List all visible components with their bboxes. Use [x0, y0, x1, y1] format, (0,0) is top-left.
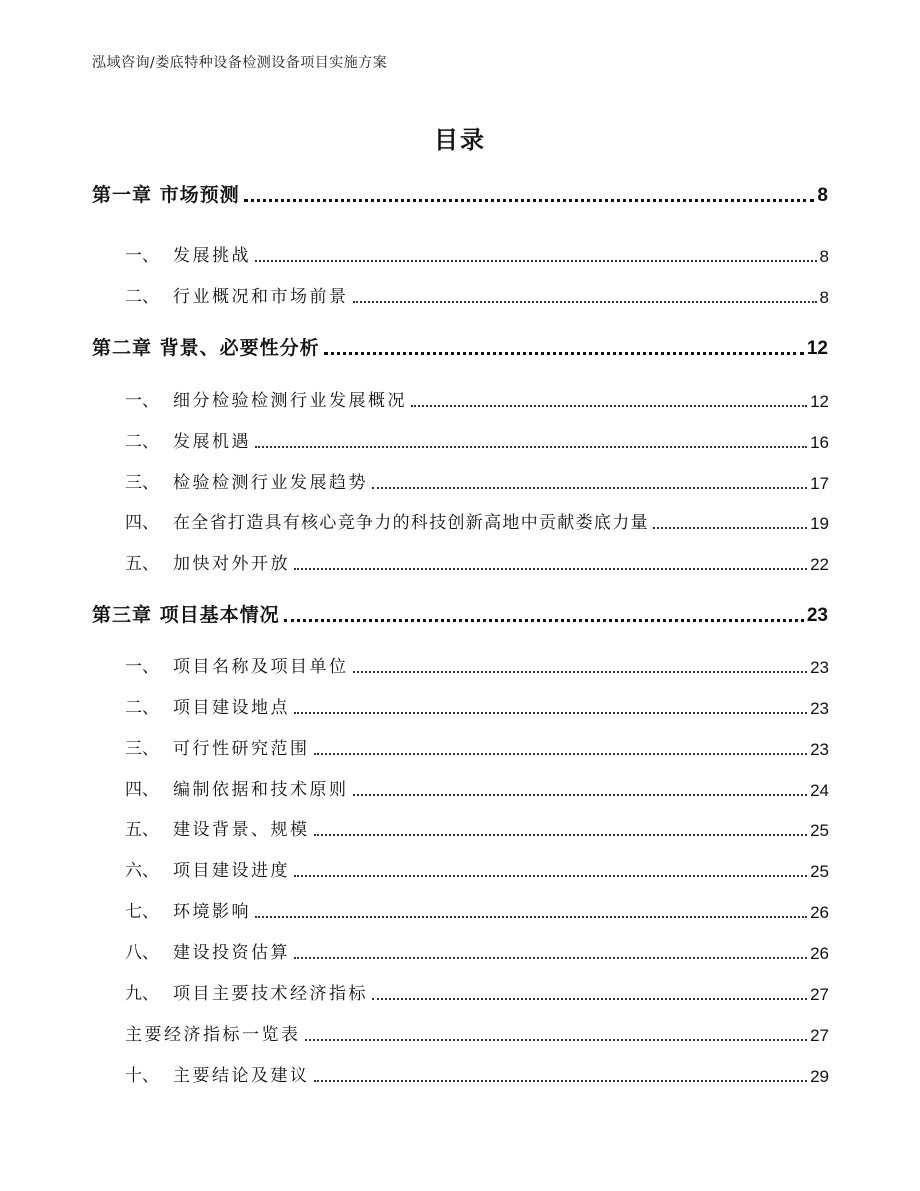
- toc-leader-dots: [255, 916, 807, 918]
- toc-entry-number: 一、: [125, 657, 159, 677]
- toc-leader-dots: [372, 998, 807, 1000]
- toc-page-number: 23: [806, 605, 828, 626]
- toc-leader-dots: [372, 487, 807, 489]
- toc-section-3-4[interactable]: [125, 782, 829, 799]
- toc-chapter-2[interactable]: [92, 339, 828, 358]
- toc-entry-label: 第一章 市场预测: [92, 184, 240, 206]
- toc-entry-label: 细分检验检测行业发展概况: [173, 391, 407, 411]
- toc-section-2-2[interactable]: [125, 434, 829, 451]
- toc-entry-label: 编制依据和技术原则: [173, 780, 349, 800]
- toc-section-1-2[interactable]: [125, 289, 829, 306]
- toc-page-number: 8: [819, 247, 829, 266]
- toc-leader-dots: [294, 875, 807, 877]
- document-header: 泓域咨询/娄底特种设备检测设备项目实施方案: [92, 55, 388, 71]
- toc-leader-dots: [653, 527, 807, 529]
- toc-section-2-1[interactable]: [125, 393, 829, 410]
- toc-page-number: 29: [810, 1067, 829, 1086]
- toc-leader-dots: [324, 352, 804, 355]
- toc-entry-label: 主要经济指标一览表: [125, 1025, 301, 1045]
- toc-section-3-10[interactable]: [125, 1068, 829, 1085]
- toc-page-number: 25: [810, 862, 829, 881]
- toc-entry-number: 二、: [125, 698, 159, 718]
- toc-entry-label: 行业概况和市场前景: [173, 287, 349, 307]
- toc-entry-number: 四、: [125, 780, 159, 800]
- toc-section-2-5[interactable]: [125, 556, 829, 573]
- toc-leader-dots: [244, 199, 815, 202]
- toc-page-number: 12: [806, 338, 828, 359]
- toc-leader-dots: [314, 1080, 808, 1082]
- toc-page-number: 23: [810, 658, 829, 677]
- toc-page-number: 23: [810, 740, 829, 759]
- toc-page-number: 19: [810, 514, 829, 533]
- toc-section-3-8[interactable]: [125, 945, 829, 962]
- toc-entry-number: 七、: [125, 902, 159, 922]
- toc-entry-number: 六、: [125, 861, 159, 881]
- toc-entry-number: 三、: [125, 739, 159, 759]
- toc-section-3-1[interactable]: [125, 659, 829, 676]
- toc-entry-number: 四、: [125, 513, 159, 533]
- toc-section-1-1[interactable]: [125, 248, 829, 265]
- toc-entry-number: 二、: [125, 287, 159, 307]
- toc-page-number: 17: [810, 474, 829, 493]
- toc-page-number: 25: [810, 821, 829, 840]
- toc-entry-label: 发展机遇: [173, 432, 251, 452]
- toc-section-3-5[interactable]: [125, 822, 829, 839]
- toc-entry-number: 十、: [125, 1066, 159, 1086]
- toc-leader-dots: [255, 260, 817, 262]
- toc-leader-dots: [294, 568, 807, 570]
- toc-entry-label: 环境影响: [173, 902, 251, 922]
- toc-entry-label: 第二章 背景、必要性分析: [92, 337, 320, 359]
- toc-page-number: 23: [810, 699, 829, 718]
- toc-title: 目录: [434, 126, 486, 154]
- toc-section-2-3[interactable]: [125, 475, 829, 492]
- toc-leader-dots: [353, 671, 808, 673]
- toc-page-number: 24: [810, 781, 829, 800]
- toc-section-2-4[interactable]: [125, 515, 829, 532]
- toc-entry-label: 建设背景、规模: [173, 820, 310, 840]
- toc-entry-label: 加快对外开放: [173, 554, 290, 574]
- toc-leader-dots: [411, 405, 807, 407]
- toc-entry-number: 一、: [125, 246, 159, 266]
- toc-page-number: 8: [817, 185, 828, 206]
- toc-section-3-3[interactable]: [125, 741, 829, 758]
- toc-leader-dots: [353, 794, 808, 796]
- toc-leader-dots: [314, 753, 808, 755]
- toc-page-number: 12: [810, 392, 829, 411]
- toc-page-number: 26: [810, 903, 829, 922]
- toc-section-3-6[interactable]: [125, 863, 829, 880]
- toc-table-entry[interactable]: [125, 1027, 829, 1044]
- toc-chapter-1[interactable]: [92, 186, 828, 205]
- toc-entry-label: 项目主要技术经济指标: [173, 984, 368, 1004]
- toc-entry-label: 项目名称及项目单位: [173, 657, 349, 677]
- toc-entry-number: 五、: [125, 820, 159, 840]
- toc-entry-number: 二、: [125, 432, 159, 452]
- toc-page-number: 26: [810, 944, 829, 963]
- toc-entry-label: 第三章 项目基本情况: [92, 604, 280, 626]
- toc-page-number: 16: [810, 433, 829, 452]
- toc-page-number: 8: [819, 288, 829, 307]
- toc-page-number: 27: [810, 985, 829, 1004]
- toc-entry-label: 建设投资估算: [173, 943, 290, 963]
- toc-entry-label: 在全省打造具有核心竞争力的科技创新高地中贡献娄底力量: [173, 513, 649, 533]
- toc-entry-number: 五、: [125, 554, 159, 574]
- toc-entry-number: 三、: [125, 473, 159, 493]
- toc-section-3-7[interactable]: [125, 904, 829, 921]
- toc-section-3-9[interactable]: [125, 986, 829, 1003]
- toc-entry-label: 检验检测行业发展趋势: [173, 473, 368, 493]
- toc-leader-dots: [314, 834, 808, 836]
- toc-entry-label: 可行性研究范围: [173, 739, 310, 759]
- toc-entry-label: 主要结论及建议: [173, 1066, 310, 1086]
- toc-entry-number: 一、: [125, 391, 159, 411]
- toc-leader-dots: [294, 712, 807, 714]
- toc-entry-label: 项目建设地点: [173, 698, 290, 718]
- toc-leader-dots: [294, 957, 807, 959]
- toc-leader-dots: [353, 301, 817, 303]
- toc-entry-number: 八、: [125, 943, 159, 963]
- toc-entry-number: 九、: [125, 984, 159, 1004]
- toc-leader-dots: [284, 619, 804, 622]
- toc-leader-dots: [305, 1039, 808, 1041]
- toc-entry-label: 项目建设进度: [173, 861, 290, 881]
- toc-leader-dots: [255, 446, 807, 448]
- toc-page-number: 22: [810, 555, 829, 574]
- toc-page-number: 27: [810, 1026, 829, 1045]
- toc-entry-label: 发展挑战: [173, 246, 251, 266]
- toc-chapter-3[interactable]: [92, 606, 828, 625]
- toc-section-3-2[interactable]: [125, 700, 829, 717]
